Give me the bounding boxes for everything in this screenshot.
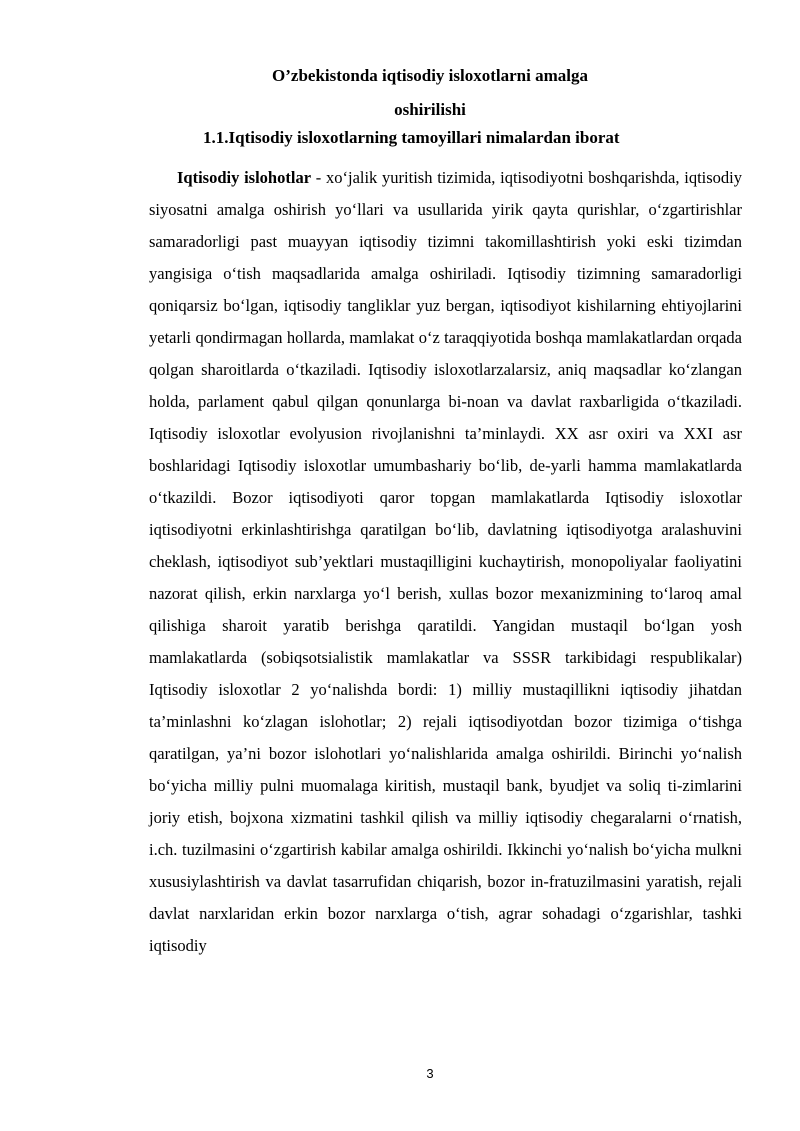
section-heading: 1.1.Iqtisodiy isloxotlarning tamoyillari nimalardan iborat <box>203 128 620 147</box>
document-title-line-1: O’zbekistonda iqtisodiy isloxotlarni amalga <box>272 66 588 85</box>
body-paragraph <box>149 162 742 962</box>
paragraph-text: - xo‘jalik yuritish tizimida, iqtisodiyotni boshqarishda, iqtisodiy siyosatni amalga oshirish yo‘llari va usullarida yirik qayta qurishlar, o‘zgartirishlar samaradorligi past muayyan iqtisodiy tizimni takomillashtirish yoki eski tizimdan yangisiga o‘tish maqsadlarida amalga oshiriladi. Iqtisodiy tizimning samaradorligi qoniqarsiz bo‘lgan, iqtisodiy tangliklar yuz bergan, iqtisodiyot kishilarning ehtiyojlarini yetarli qondirmagan hollarda, mamlakat o‘z taraqqiyotida boshqa mamlakatlardan orqada qolgan sharoitlarda o‘tkaziladi. Iqtisodiy isloxotlarzalarsiz, aniq maqsadlar ko‘zlangan holda, parlament qabul qilgan qonunlarga bi-noan va davlat raxbarligida o‘tkaziladi. Iqtisodiy isloxotlar evolyusion rivojlanishni ta’minlaydi. XX asr oxiri va XXI asr boshlaridagi Iqtisodiy isloxotlar umumbashariy bo‘lib, de-yarli hamma mamlakatlarda o‘tkazildi. Bozor iqtisodiyoti qaror topgan mamlakatlarda Iqtisodiy isloxotlar iqtisodiyotni erkinlashtirishga qaratilgan bo‘lib, davlatning iqtisodiyotga aralashuvini cheklash, iqtisodiyot sub’yektlari mustaqilligini kuchaytirish, monopoliyalar faoliyatini nazorat qilish, erkin narxlarga yo‘l berish, xullas bozor mexanizmining to‘laroq amal qilishiga sharoit yaratib berishga qaratildi. Yangidan mustaqil bo‘lgan yosh mamlakatlarda (sobiqsotsialistik mamlakatlar va SSSR tarkibidagi respublikalar) Iqtisodiy isloxotlar 2 yo‘nalishda bordi: 1) milliy mustaqillikni iqtisodiy jihatdan ta’minlashni ko‘zlagan islohotlar; 2) rejali iqtisodiyotdan bozor tizimiga o‘tishga qaratilgan, ya’ni bozor islohotlari yo‘nalishlarida amalga oshirildi. Birinchi yo‘nalish bo‘yicha milliy pulni muomalaga kiritish, mustaqil bank, byudjet va soliq ti-zimlarini joriy etish, bojxona xizmatini tashkil qilish va milliy iqtisodiy chegaralarni o‘rnatish, i.ch. tuzilmasini o‘zgartirish kabilar amalga oshirildi. Ikkinchi yo‘nalish bo‘yicha mulkni xususiylashtirish va davlat tasarrufidan chiqarish, bozor in-fratuzilmasini yaratish, rejali davlat narxlaridan erkin bozor narxlarga o‘tish, agrar sohadagi o‘zgarishlar, tashki iqtisodiy <box>149 168 742 955</box>
page-number: 3 <box>426 1066 434 1081</box>
document-title-line-2: oshirilishi <box>394 100 466 119</box>
lead-term: Iqtisodiy islohotlar <box>177 168 312 187</box>
